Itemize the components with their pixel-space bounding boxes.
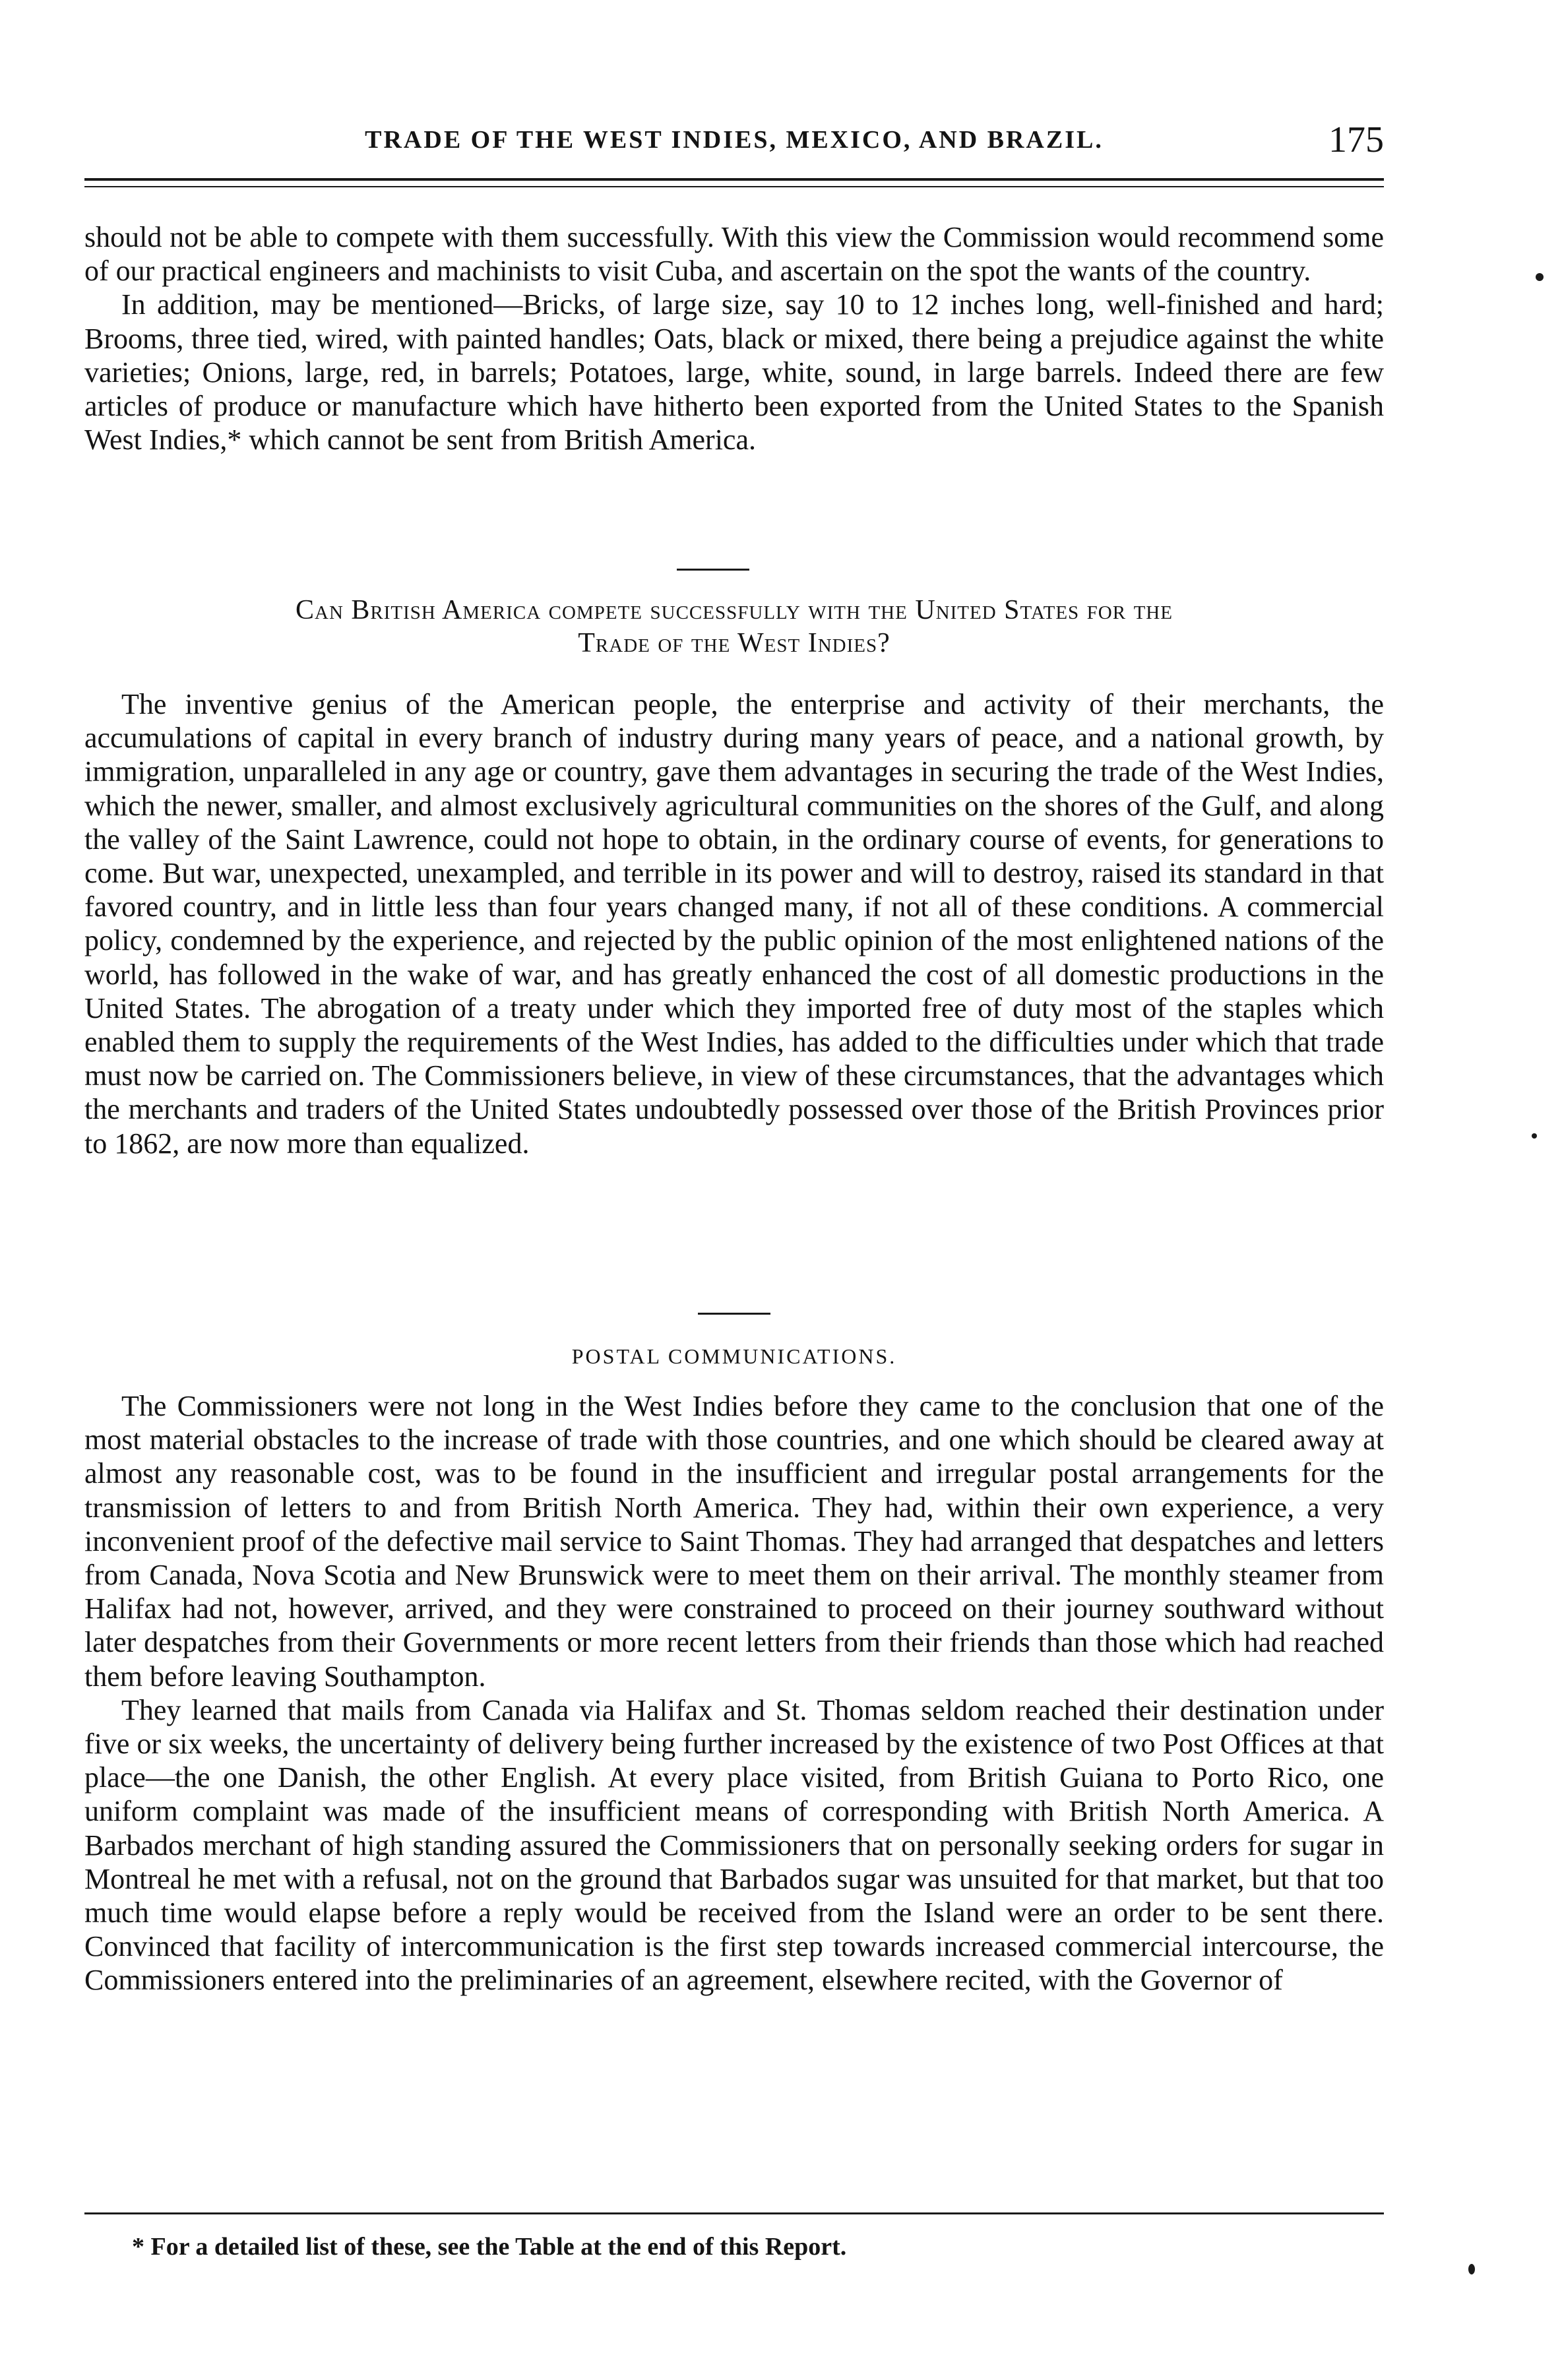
page-header: [84, 119, 1384, 165]
opening-text-block: [84, 220, 1384, 456]
paragraph-competition: The inventive genius of the American people, the enterprise and activity of their merchants, the accumulations of capital in every branch of industry during many years of peace, and a national growth, by immigration, unparalleled in any age or country, gave them advantages in securing the trade of the West Indies, which the newer, smaller, and almost exclusively agricultural communities on the shores of the Gulf, and along the valley of the Saint Lawrence, could not hope to obtain, in the ordinary course of events, for generations to come. But war, unexpected, unexampled, and terrible in its power and will to destroy, raised its standard in that favored country, and in little less than four years changed many, if not all of these conditions. A commercial policy, condemned by the experience, and rejected by the public opinion of the most enlightened nations of the world, has followed in the wake of war, and has greatly enhanced the cost of all domestic productions in the United States. The abrogation of a treaty under which they imported free of duty most of the staples which enabled them to supply the requirements of the West Indies, has added to the difficulties under which that trade must now be carried on. The Commissioners believe, in view of these circumstances, that the advantages which the merchants and traders of the United States undoubtedly possessed over those of the British Provinces prior to 1862, are now more than equalized.: [84, 688, 1384, 1160]
competition-text-block: [84, 687, 1384, 1160]
heading-line-1: Can British America compete successfully with the United States for the: [296, 595, 1173, 625]
paragraph-postal-2: They learned that mails from Canada via Halifax and St. Thomas seldom reached their destination under five or six weeks, the uncertainty of delivery being further increased by the existence of two Post Offices at that place—the one Danish, the other English. At every place visited, from British Guiana to Porto Rico, one uniform complaint was made of the insufficient means of corresponding with British North America. A Barbados merchant of high standing assured the Commissioners that on personally seeking orders for sugar in Montreal he met with a refusal, not on the ground that Barbados sugar was unsuited for that market, but that too much time would elapse before a reply would be received from the Island were an order to be sent there. Convinced that facility of intercommunication is the first step towards increased commercial intercourse, the Commissioners entered into the preliminaries of an agreement, elsewhere recited, with the Governor of: [84, 1693, 1384, 1997]
margin-mark: [1532, 1133, 1537, 1139]
paragraph-postal-1: The Commissioners were not long in the West Indies before they came to the conclusion that one of the most material obstacles to the increase of trade with those countries, and one which should be cleared away at almost any reasonable cost, was to be found in the insufficient and irregular postal arrangements for the transmission of letters to and from British North America. They had, within their own experience, a very inconvenient proof of the defective mail service to Saint Thomas. They had arranged that despatches and letters from Canada, Nova Scotia and New Brunswick were to meet them on their arrival. The monthly steamer from Halifax had not, however, arrived, and they were constrained to proceed on their journey southward without later despatches from their Governments or more recent letters from their friends than those which had reached them before leaving Southampton.: [84, 1390, 1384, 1693]
footnote: * For a detailed list of these, see the Table at the end of this Report.: [132, 2233, 847, 2261]
postal-text-block: [84, 1389, 1384, 1997]
margin-mark: [1536, 273, 1544, 281]
running-title: TRADE OF THE WEST INDIES, MEXICO, AND BRAZIL.: [365, 126, 1104, 154]
header-rule: [84, 178, 1384, 187]
paragraph-additional-articles: In addition, may be mentioned—Bricks, of large size, say 10 to 12 inches long, well-finished and hard; Brooms, three tied, wired, with painted handles; Oats, black or mixed, there being a prejudice against the white varieties; Onions, large, red, in barrels; Potatoes, large, white, sound, in large barrels. Indeed there are few articles of produce or manufacture which have hitherto been exported from the United States to the Spanish West Indies,* which cannot be sent from British America.: [84, 288, 1384, 456]
paragraph-continuation: should not be able to compete with them successfully. With this view the Commission would recommend some of our practical engineers and machinists to visit Cuba, and ascertain on the spot the wants of the country.: [84, 221, 1384, 288]
margin-mark: [1468, 2264, 1475, 2274]
section-heading-postal: POSTAL COMMUNICATIONS.: [571, 1344, 897, 1368]
section-divider: [677, 569, 749, 571]
section-heading-competition: [84, 594, 1384, 660]
heading-line-2: Trade of the West Indies?: [578, 628, 890, 658]
page-number: 175: [1328, 119, 1384, 160]
footnote-rule: [84, 2212, 1384, 2214]
section-divider: [698, 1313, 770, 1315]
